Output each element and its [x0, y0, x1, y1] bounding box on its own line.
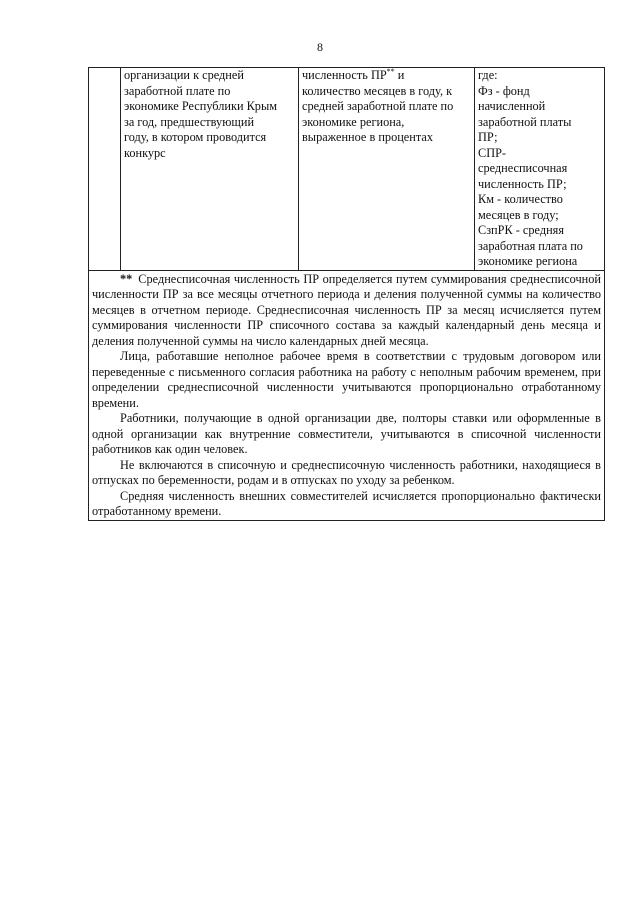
description-suffix: и количество месяцев в году, к средней заработной плате по экономике региона, выраженное в процентах: [302, 68, 454, 144]
notes-row: [89, 270, 605, 520]
legend-text: где: Фз - фонд начисленной заработной платы ПР; СПР- среднесписочная численность ПР; Км - количество месяцев в году; СзпРК - средняя заработная плата по экономике региона: [478, 68, 583, 268]
note-paragraph-5: Средняя численность внешних совместителей исчисляется пропорционально фактически отработанному времени.: [92, 488, 601, 518]
criterion-text: организации к средней заработной плате по экономике Республики Крым за год, предшествующий году, в котором проводится конкурс: [124, 68, 277, 160]
row-number-cell: [89, 68, 121, 271]
criteria-table: [88, 67, 605, 521]
table-row: [89, 68, 605, 271]
criterion-cell: [121, 68, 299, 271]
page-number: 8: [317, 40, 323, 54]
description-cell: [299, 68, 475, 271]
note-paragraph-2: Лица, работавшие неполное рабочее время в соответствии с трудовым договором или переведенные с письменного согласия работника на работу с неполным рабочим временем, при определении среднесписочной численности учитываются пропорционально отработанному времени.: [92, 349, 601, 410]
description-text: [302, 68, 471, 146]
note-paragraph-1: [92, 272, 601, 350]
note-paragraph-4: Не включаются в списочную и среднесписочную численность работники, находящиеся в отпусках по беременности, родам и в отпусках по уходу за ребенком.: [92, 457, 601, 487]
footnote-marker: **: [386, 66, 395, 76]
notes-cell: [89, 270, 605, 520]
legend-cell: [475, 68, 605, 271]
note-paragraph-1-text: Среднесписочная численность ПР определяется путем суммирования среднесписочной численности ПР за все месяцы отчетного периода и деления полученной суммы на количество месяцев в отчетном периоде. Среднесписочная численность ПР за месяц исчисляется путем суммирования численности ПР списочного состава за каждый календарный день месяца и деления полученной суммы на число календарных дней месяца.: [92, 271, 601, 348]
description-prefix: численность ПР: [302, 68, 387, 82]
footnote-stars: **: [120, 271, 133, 286]
note-paragraph-3: Работники, получающие в одной организации две, полторы ставки или оформленные в одной организации как внутренние совместители, учитываются в списочной численности работников как один человек.: [92, 411, 601, 456]
